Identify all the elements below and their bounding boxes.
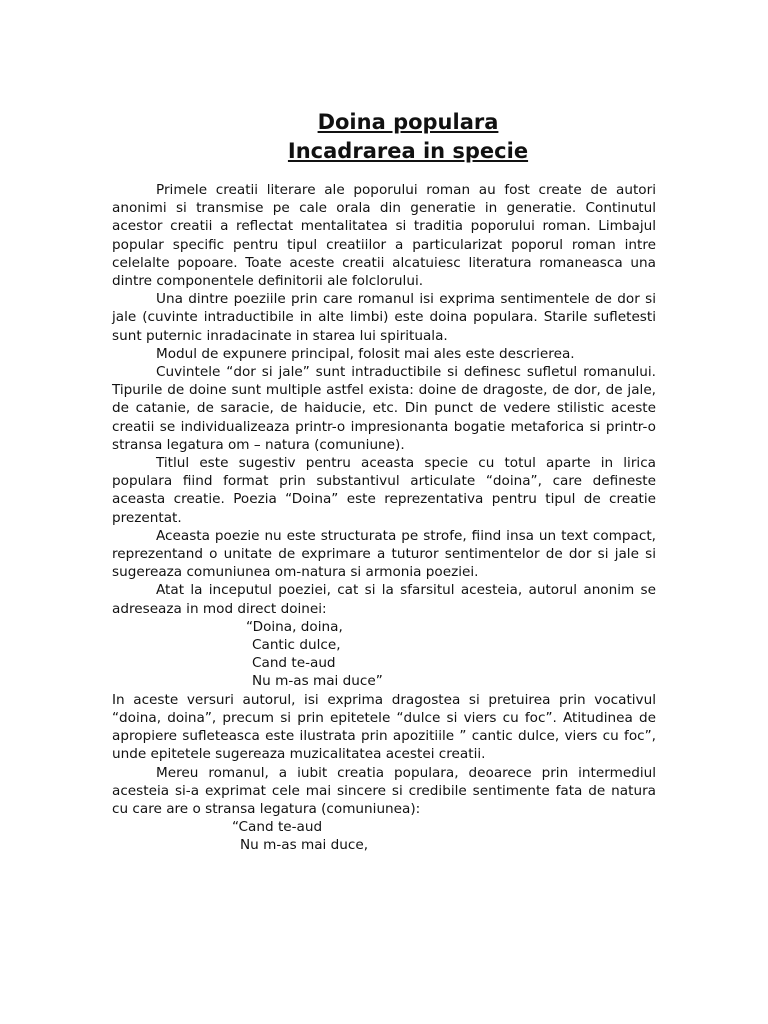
verse-line: Nu m-as mai duce” bbox=[252, 673, 383, 690]
verse-line: “Doina, doina, bbox=[246, 618, 343, 635]
paragraph: Aceasta poezie nu este structurata pe strofe, fiind insa un text compact, reprezentand o unitate de exprimare a tuturor sentimentelor de dor si jale si sugereaza comuniunea om-natura si armonia poeziei. bbox=[112, 527, 656, 581]
verse-line: Cand te-aud bbox=[252, 655, 336, 672]
document-title: Doina populara bbox=[317, 110, 499, 134]
verse-line: Nu m-as mai duce, bbox=[240, 837, 369, 854]
paragraph: Primele creatii literare ale poporului roman au fost create de autori anonimi si transmise pe cale orala din generatie in generatie. Continutul acestor creatii a reflectat mentalitatea si traditia poporului roman. Limbajul popular specific pentru tipul creatiilor a particularizat poporul roman intre celelalte popoare. Toate aceste creatii alcatuiesc literatura romaneasca una dintre componentele definitorii ale folclorului. bbox=[112, 182, 656, 290]
document-subtitle: Incadrarea in specie bbox=[287, 139, 529, 163]
document-body bbox=[112, 181, 656, 855]
paragraph: Una dintre poeziile prin care romanul isi exprima sentimentele de dor si jale (cuvinte intraductibile in alte limbi) este doina populara. Starile sufletesti sunt puternic inradacinate in starea lui spirituala. bbox=[112, 291, 656, 344]
paragraph: Titlul este sugestiv pentru aceasta specie cu totul aparte in lirica populara fiind format prin substantivul articulate “doina”, care defineste aceasta creatie. Poezia “Doina” este reprezentativa pentru tipul de creatie prezentat. bbox=[112, 455, 656, 526]
paragraph: Mereu romanul, a iubit creatia populara, deoarece prin intermediul acesteia si-a exprimat cele mai sincere si credibile sentimente fata de natura cu care are o stransa legatura (comuniunea): bbox=[112, 764, 656, 817]
verse-line: “Cand te-aud bbox=[232, 819, 323, 836]
paragraph: Cuvintele “dor si jale” sunt intraductibile si definesc sufletul romanului. Tipurile de doine sunt multiple astfel exista: doine de dragoste, de dor, de jale, de catanie, de saracie, de haiducie, etc. Din punct de vedere stilistic aceste creatii se individualizeaza printr-o impresionanta bogatie metaforica si printr-o stransa legatura om – natura (comuniune). bbox=[112, 364, 656, 453]
verse-line: Cantic dulce, bbox=[252, 637, 341, 654]
paragraph: In aceste versuri autorul, isi exprima dragostea si pretuirea prin vocativul “doina, doina”, precum si prin epitetele “dulce si viers cu foc”. Atitudinea de apropiere sufleteasca este ilustrata prin apozitiile ” cantic dulce, viers cu foc”, unde epitetele sugereaza muzicalitatea acestei creatii. bbox=[112, 691, 656, 763]
paragraph: Atat la inceputul poeziei, cat si la sfarsitul acesteia, autorul anonim se adreseaza in mod direct doinei: bbox=[112, 582, 656, 617]
paragraph: Modul de expunere principal, folosit mai ales este descrierea. bbox=[156, 345, 575, 362]
